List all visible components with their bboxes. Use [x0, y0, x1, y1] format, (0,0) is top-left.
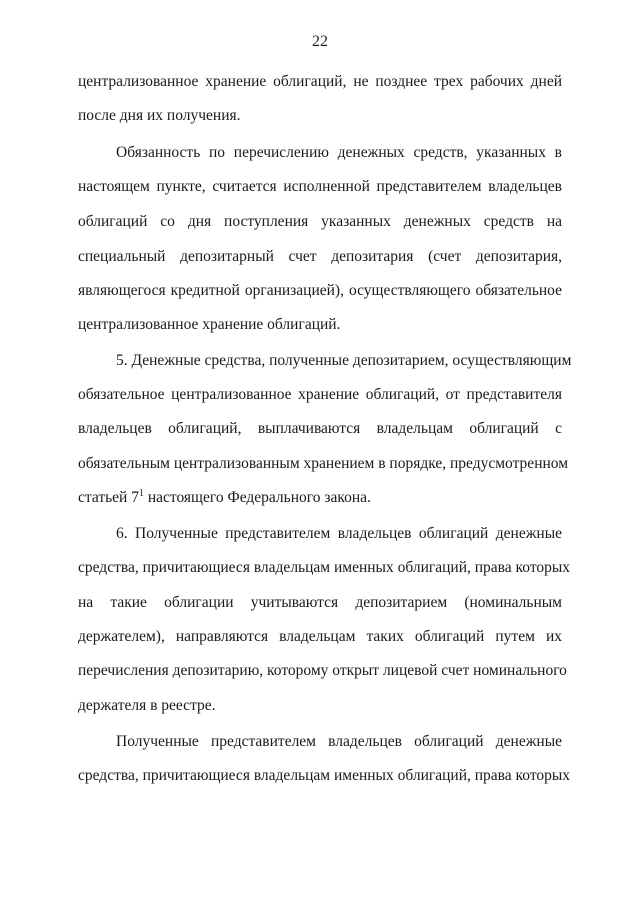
- text-line: централизованное хранение облигаций.: [78, 316, 341, 333]
- text-line: на такие облигации учитываются депозитарием (номинальным: [78, 594, 562, 611]
- text-line: держателя в реестре.: [78, 697, 216, 714]
- text-line: перечисления депозитарию, которому открыт лицевой счет номинального: [78, 662, 567, 679]
- superscript: 1: [138, 487, 144, 499]
- text-line: [78, 488, 562, 508]
- text-line: 6. Полученные представителем владельцев облигаций денежные: [116, 525, 562, 542]
- text-line: специальный депозитарный счет депозитария (счет депозитария,: [78, 248, 562, 265]
- text-line: настоящем пункте, считается исполненной представителем владельцев: [78, 178, 562, 195]
- text-fragment: статьей 7: [78, 489, 139, 506]
- text-line: владельцев облигаций, выплачиваются владельцам облигаций с: [78, 420, 562, 437]
- text-line: являющегося кредитной организацией), осуществляющего обязательное: [78, 282, 562, 299]
- text-line: Обязанность по перечислению денежных средств, указанных в: [116, 144, 562, 161]
- page-number: 22: [312, 33, 328, 50]
- text-line: облигаций со дня поступления указанных денежных средств на: [78, 213, 562, 230]
- text-line: 5. Денежные средства, полученные депозитарием, осуществляющим: [116, 352, 572, 369]
- text-line: централизованное хранение облигаций, не позднее трех рабочих дней: [78, 73, 562, 90]
- text-fragment: настоящего Федерального закона.: [143, 489, 371, 506]
- text-line: держателем), направляются владельцам таких облигаций путем их: [78, 628, 562, 645]
- text-line: обязательное централизованное хранение облигаций, от представителя: [78, 386, 562, 403]
- text-line: Полученные представителем владельцев облигаций денежные: [116, 733, 562, 750]
- text-line: обязательным централизованным хранением в порядке, предусмотренном: [78, 455, 569, 472]
- text-line: средства, причитающиеся владельцам именных облигаций, права которых: [78, 767, 571, 784]
- text-line: после дня их получения.: [78, 107, 241, 124]
- text-line: средства, причитающиеся владельцам именных облигаций, права которых: [78, 559, 571, 576]
